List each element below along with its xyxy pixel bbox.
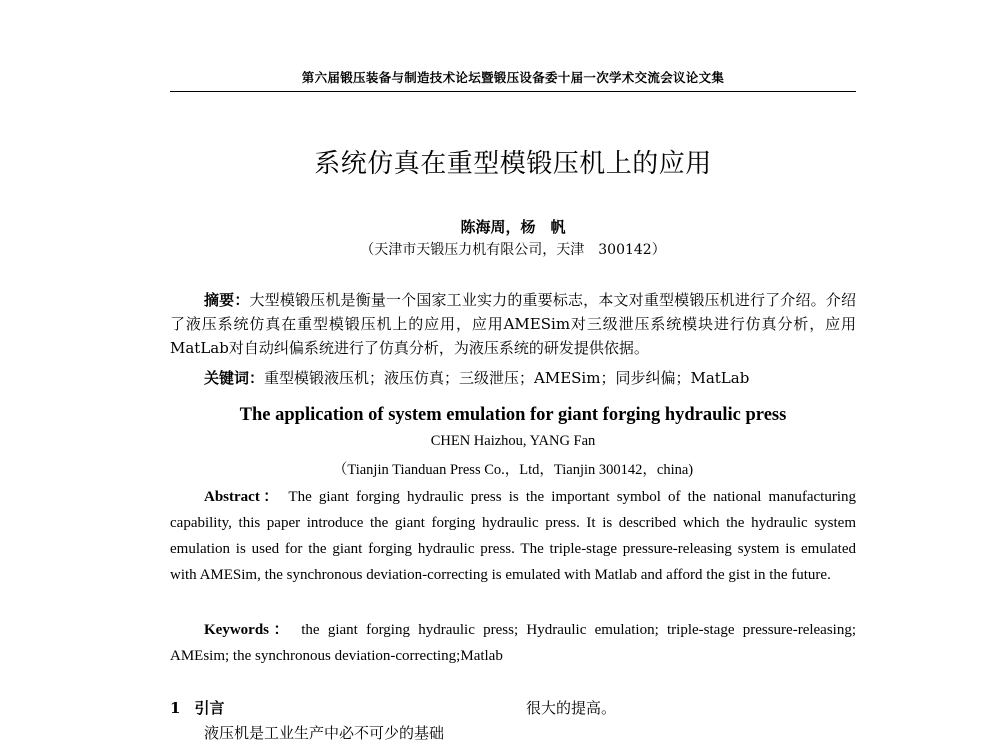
header-rule [170,91,856,92]
keywords-cn-label: 关键词： [204,369,265,387]
keywords-cn [170,366,856,390]
keywords-en-label: Keywords： [204,622,293,638]
section-heading [170,697,224,718]
section-title: 引言 [194,699,225,717]
body-right-column-line: 很大的提高。 [526,699,617,717]
abstract-en-text: The giant forging hydraulic press is the important symbol of the national manufacturing capability, this paper introduce the giant forging hydraulic press. It is described which the hydraulic system emulation is used for the giant forging hydraulic press. The triple-stage pressure-releasing system is emulated with AMESim, the synchronous deviation-correcting is emulated with Matlab and afford the gist in the future. [170,489,856,583]
paper-title-cn: 系统仿真在重型模锻压机上的应用 [314,149,712,179]
keywords-cn-text: 重型模锻液压机；液压仿真；三级泄压；AMESim；同步纠偏；MatLab [264,369,750,387]
affiliation-en: （Tianjin Tianduan Press Co.，Ltd，Tianjin 300142，china) [332,462,694,478]
abstract-cn-label: 摘要： [204,291,250,309]
running-header: 第六届锻压装备与制造技术论坛暨锻压设备委十届一次学术交流会议论文集 [301,70,725,85]
abstract-cn-text: 大型模锻压机是衡量一个国家工业实力的重要标志，本文对重型模锻压机进行了介绍。介绍了液压系统仿真在重型模锻压机上的应用，应用AMESim对三级泄压系统模块进行仿真分析，应用MatLab对自动纠偏系统进行了仿真分析，为液压系统的研发提供依据。 [170,291,856,357]
abstract-en [170,484,856,588]
paper-title-en: The application of system emulation for giant forging hydraulic press [239,405,787,425]
keywords-en [170,617,856,669]
authors-en: CHEN Haizhou, YANG Fan [430,433,596,449]
abstract-cn [170,288,856,360]
affiliation-cn: （天津市天锻压力机有限公司，天津 300142） [360,242,666,258]
section-number: 1 [170,699,181,717]
authors-cn: 陈海周，杨 帆 [460,218,566,236]
keywords-en-text: the giant forging hydraulic press; Hydraulic emulation; triple-stage pressure-releasing; AMEsim; the synchronous deviation-correcting;Matlab [170,622,857,664]
body-left-column-line: 液压机是工业生产中必不可少的基础 [204,724,445,742]
abstract-en-label: Abstract： [204,489,282,505]
